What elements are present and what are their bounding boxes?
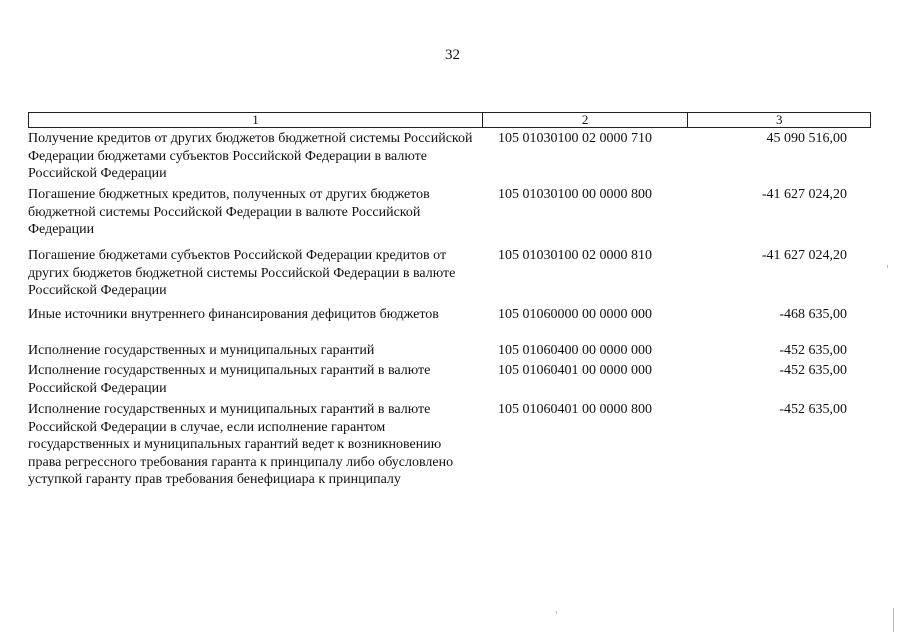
scan-speck — [887, 265, 888, 268]
row-code: 105 01060400 00 0000 000 — [498, 343, 652, 358]
row-amount: -41 627 024,20 — [761, 187, 847, 202]
row-name: Погашение бюджетами субъектов Российской Федерации кредитов от других бюджетов бюджетной системы Российской Федерации в валюте Российской Федерации — [28, 248, 456, 298]
row-code: 105 01030100 00 0000 800 — [498, 187, 652, 202]
row-name: Иные источники внутреннего финансирования дефицитов бюджетов — [28, 307, 439, 322]
row-amount: -452 635,00 — [779, 363, 847, 378]
row-name: Получение кредитов от других бюджетов бюджетной системы Российской Федерации бюджетами субъектов Российской Федерации в валюте Российской Федерации — [28, 131, 473, 181]
row-name: Исполнение государственных и муниципальных гарантий в валюте Российской Федерации — [28, 363, 431, 396]
table-header — [28, 112, 871, 128]
row-code: 105 01060401 00 0000 000 — [498, 363, 652, 378]
row-code: 105 01030100 02 0000 710 — [498, 131, 652, 146]
row-amount: -452 635,00 — [779, 343, 847, 358]
row-name: Погашение бюджетных кредитов, полученных от других бюджетов бюджетной системы Российской Федерации в валюте Российской Федерации — [28, 187, 430, 237]
column-header-2: 2 — [483, 113, 689, 127]
page-number: 32 — [445, 47, 460, 63]
row-amount: -452 635,00 — [779, 402, 847, 417]
row-code: 105 01030100 02 0000 810 — [498, 248, 652, 263]
column-header-3: 3 — [775, 112, 783, 127]
row-amount: -41 627 024,20 — [761, 248, 847, 263]
row-code: 105 01060401 00 0000 800 — [498, 402, 652, 417]
scan-edge-mark — [893, 608, 894, 632]
column-header-1: 1 — [29, 113, 483, 127]
row-name: Исполнение государственных и муниципальных гарантий — [28, 343, 375, 358]
row-code: 105 01060000 00 0000 000 — [498, 307, 652, 322]
row-name: Исполнение государственных и муниципальных гарантий в валюте Российской Федерации в случае, если исполнение гарантом государственных и муниципальных гарантий ведет к возникновению права регрессного требования гаранта к принципалу либо обусловлено уступкой гаранту прав требования бенефициара к принципалу — [28, 402, 454, 487]
row-amount: 45 090 516,00 — [766, 131, 847, 146]
row-amount: -468 635,00 — [779, 307, 847, 322]
scan-speck — [556, 611, 557, 614]
